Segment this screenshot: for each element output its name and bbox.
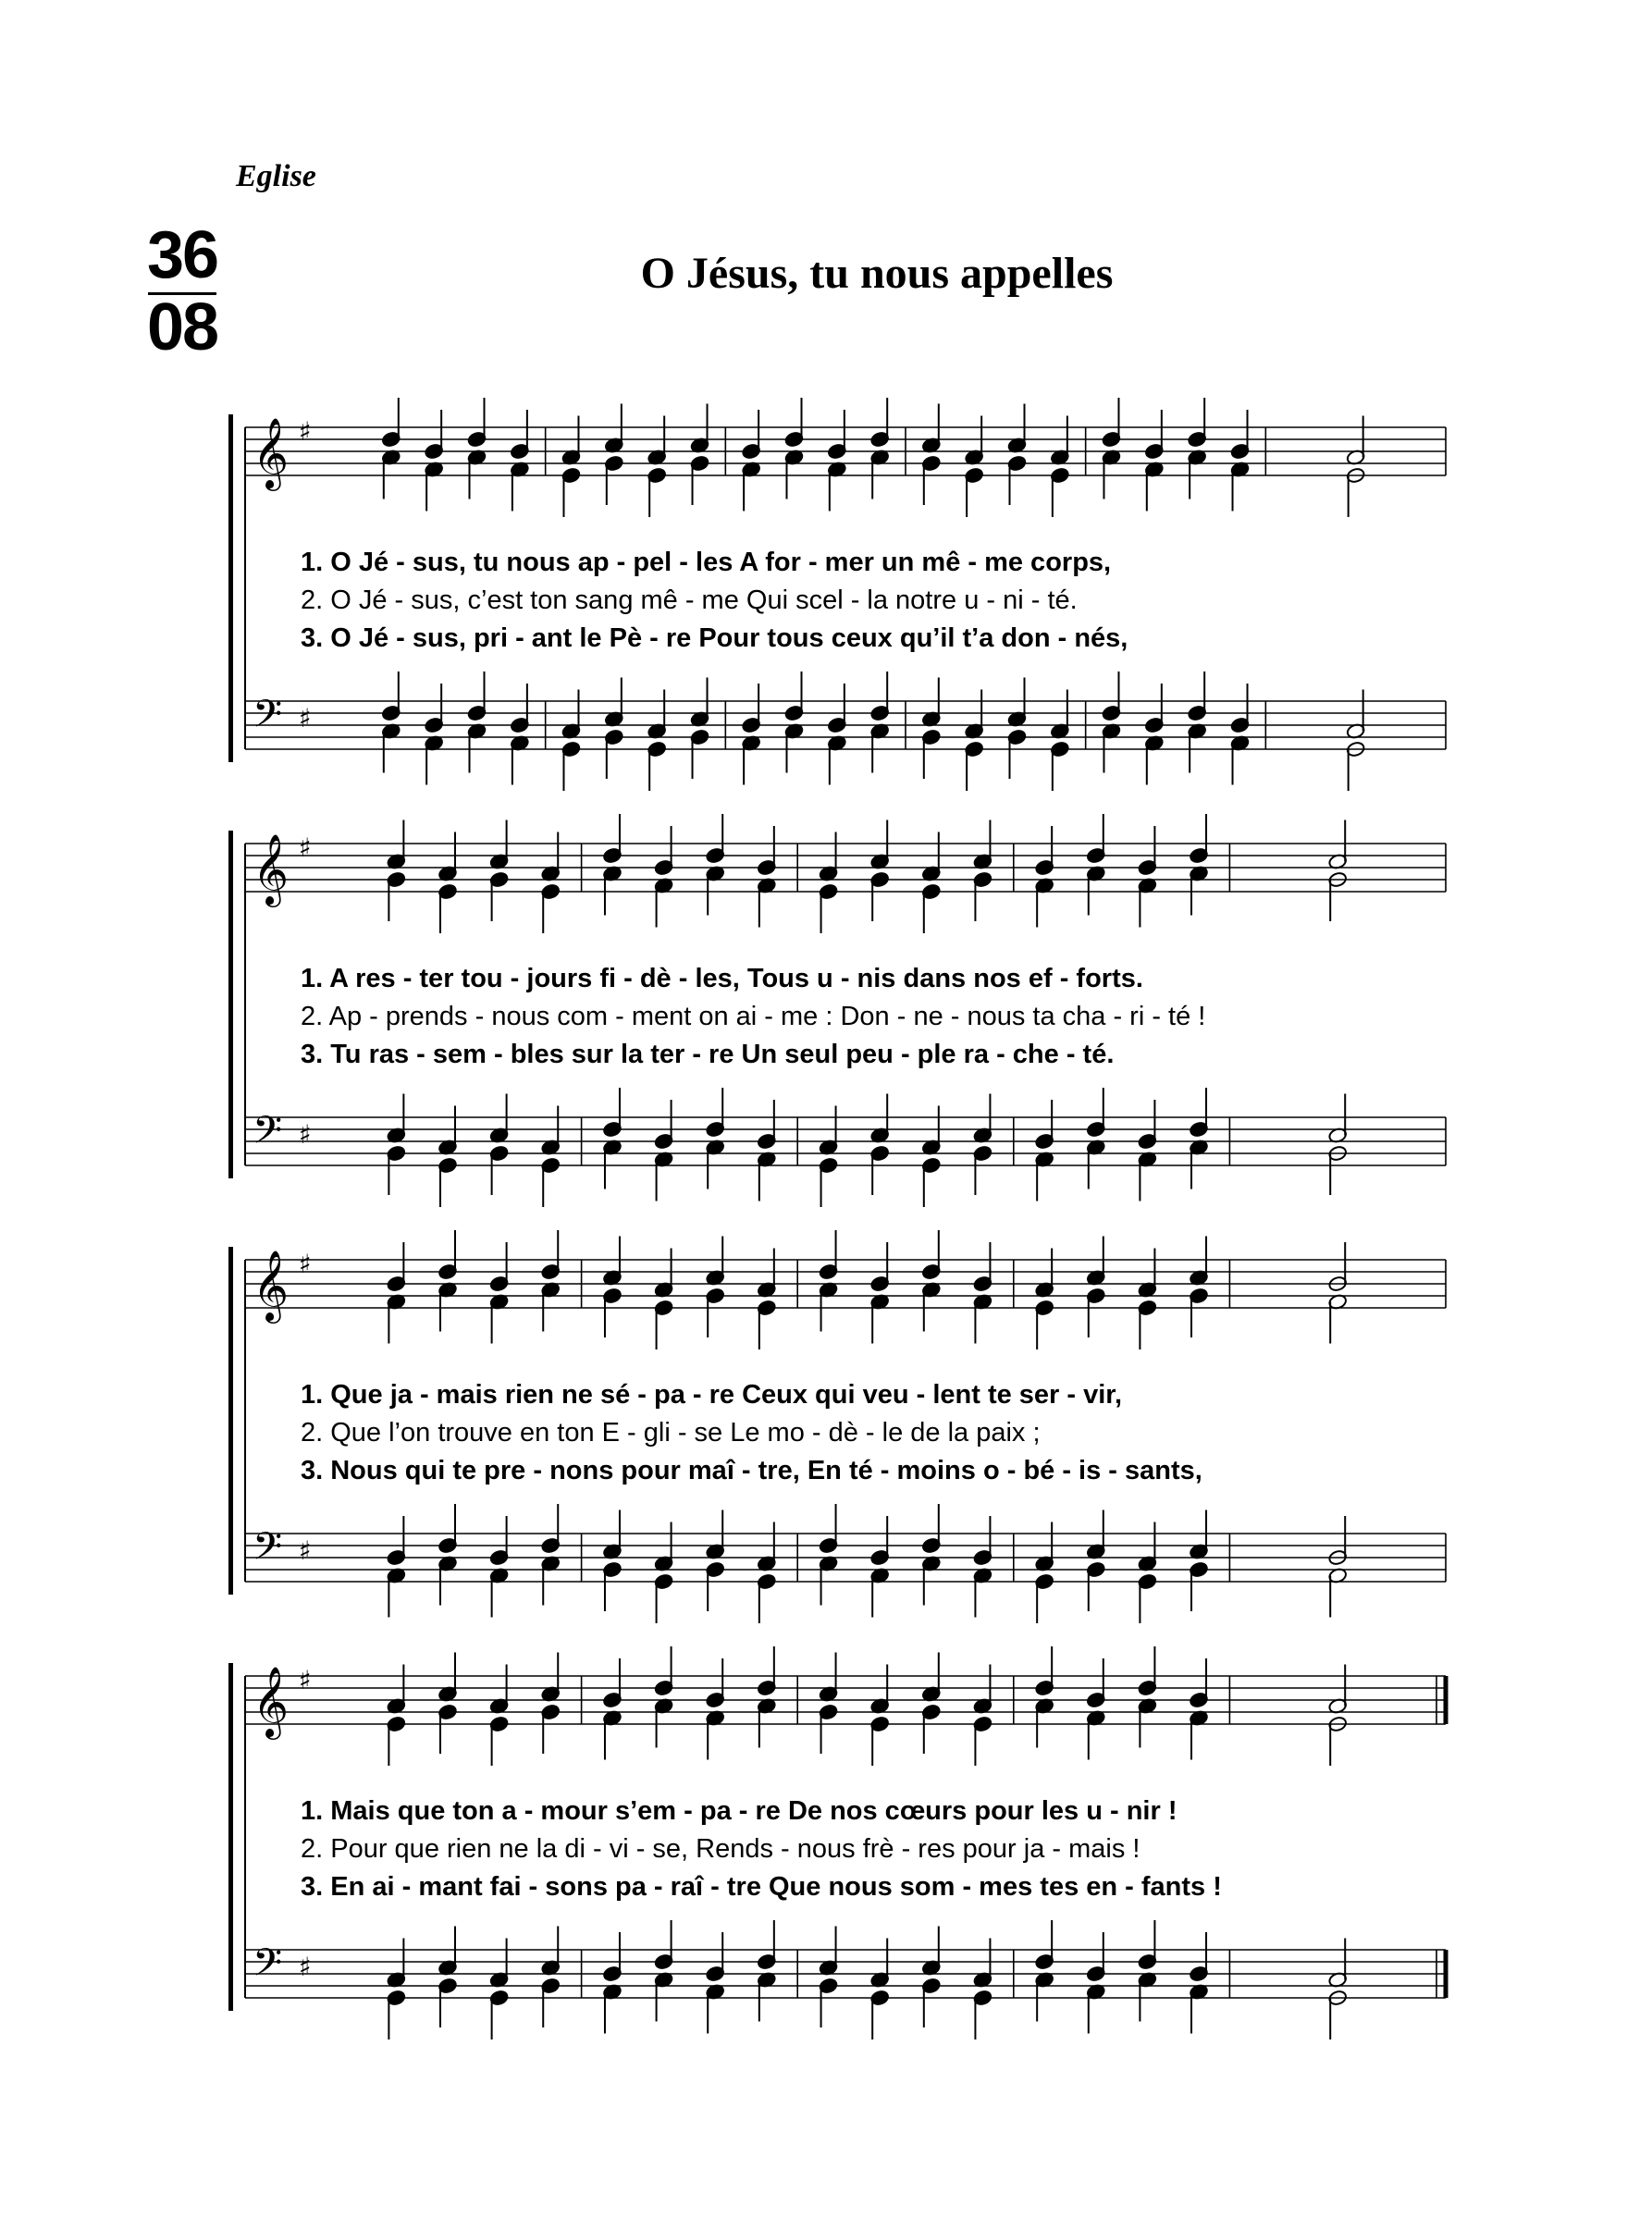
sharp-key-icon: ♯: [299, 703, 312, 733]
verse-1-line: 1. Que ja - mais rien ne sé - pa - re Ceux qui veu - lent te ser - vir,: [301, 1380, 1123, 1410]
sharp-key-icon: ♯: [299, 1952, 312, 1982]
system-bracket: [228, 1663, 233, 2011]
sharp-key-icon: ♯: [299, 1665, 312, 1695]
lyrics-block: [301, 1793, 1457, 1906]
verse-2-line: 2. Pour que rien ne la di - vi - se, Rends - nous frè - res pour ja - mais !: [301, 1834, 1140, 1864]
treble-clef-icon: 𝄞: [253, 1666, 290, 1737]
verse-3-line: 3. O Jé - sus, pri - ant le Pè - re Pour tous ceux qu’il t’a don - nés,: [301, 623, 1128, 653]
bass-clef-icon: 𝄢: [253, 1941, 283, 1994]
hymn-title: O Jésus, tu nous appelles: [640, 249, 1114, 298]
verse-3-line: 3. En ai - mant fai - sons pa - raî - tre Que nous som - mes tes en - fants !: [301, 1872, 1222, 1902]
verse-2-line: 2. Que l’on trouve en ton E - gli - se Le mo - dè - le de la paix ;: [301, 1418, 1041, 1448]
verse-3-line: 3. Nous qui te pre - nons pour maî - tre, En té - moins o - bé - is - sants,: [301, 1456, 1202, 1485]
sharp-key-icon: ♯: [299, 1119, 312, 1150]
verse-2-line: 2. Ap - prends - nous com - ment on ai - me : Don - ne - nous ta cha - ri - té !: [301, 1002, 1206, 1031]
treble-clef-icon: 𝄞: [253, 1250, 290, 1321]
sharp-key-icon: ♯: [299, 1249, 312, 1279]
treble-clef-icon: 𝄞: [253, 833, 290, 905]
category-label: Eglise: [236, 159, 316, 193]
verse-1-line: 1. Mais que ton a - mour s’em - pa - re De nos cœurs pour les u - nir !: [301, 1796, 1177, 1826]
verse-2-line: 2. O Jé - sus, c’est ton sang mê - me Qui scel - la notre u - ni - té.: [301, 585, 1078, 615]
system-bracket: [228, 831, 233, 1178]
bass-clef-icon: 𝄢: [253, 1524, 283, 1578]
hymn-number-top: 36: [146, 218, 218, 292]
verse-1-line: 1. A res - ter tou - jours fi - dè - les, Tous u - nis dans nos ef - forts.: [301, 964, 1143, 993]
bass-clef-icon: 𝄢: [253, 692, 283, 745]
sharp-key-icon: ♯: [299, 416, 312, 447]
lyrics-block: [301, 544, 1457, 658]
music-system-2: [227, 768, 1452, 1175]
bass-clef-icon: 𝄢: [253, 1108, 283, 1162]
sharp-key-icon: ♯: [299, 832, 312, 863]
sharp-key-icon: ♯: [299, 1535, 312, 1566]
lyrics-block: [301, 1376, 1457, 1490]
system-bracket: [228, 1247, 233, 1595]
verse-1-line: 1. O Jé - sus, tu nous ap - pel - les A for - mer un mê - me corps,: [301, 548, 1112, 577]
treble-clef-icon: 𝄞: [253, 417, 290, 488]
music-system-3: [227, 1184, 1452, 1591]
hymn-number-bottom: 08: [146, 290, 218, 364]
verse-3-line: 3. Tu ras - sem - bles sur la ter - re Un seul peu - ple ra - che - té.: [301, 1040, 1115, 1069]
music-system-1: [227, 351, 1452, 758]
system-bracket: [228, 414, 233, 762]
music-system-4: [227, 1600, 1452, 2035]
lyrics-block: [301, 960, 1457, 1074]
